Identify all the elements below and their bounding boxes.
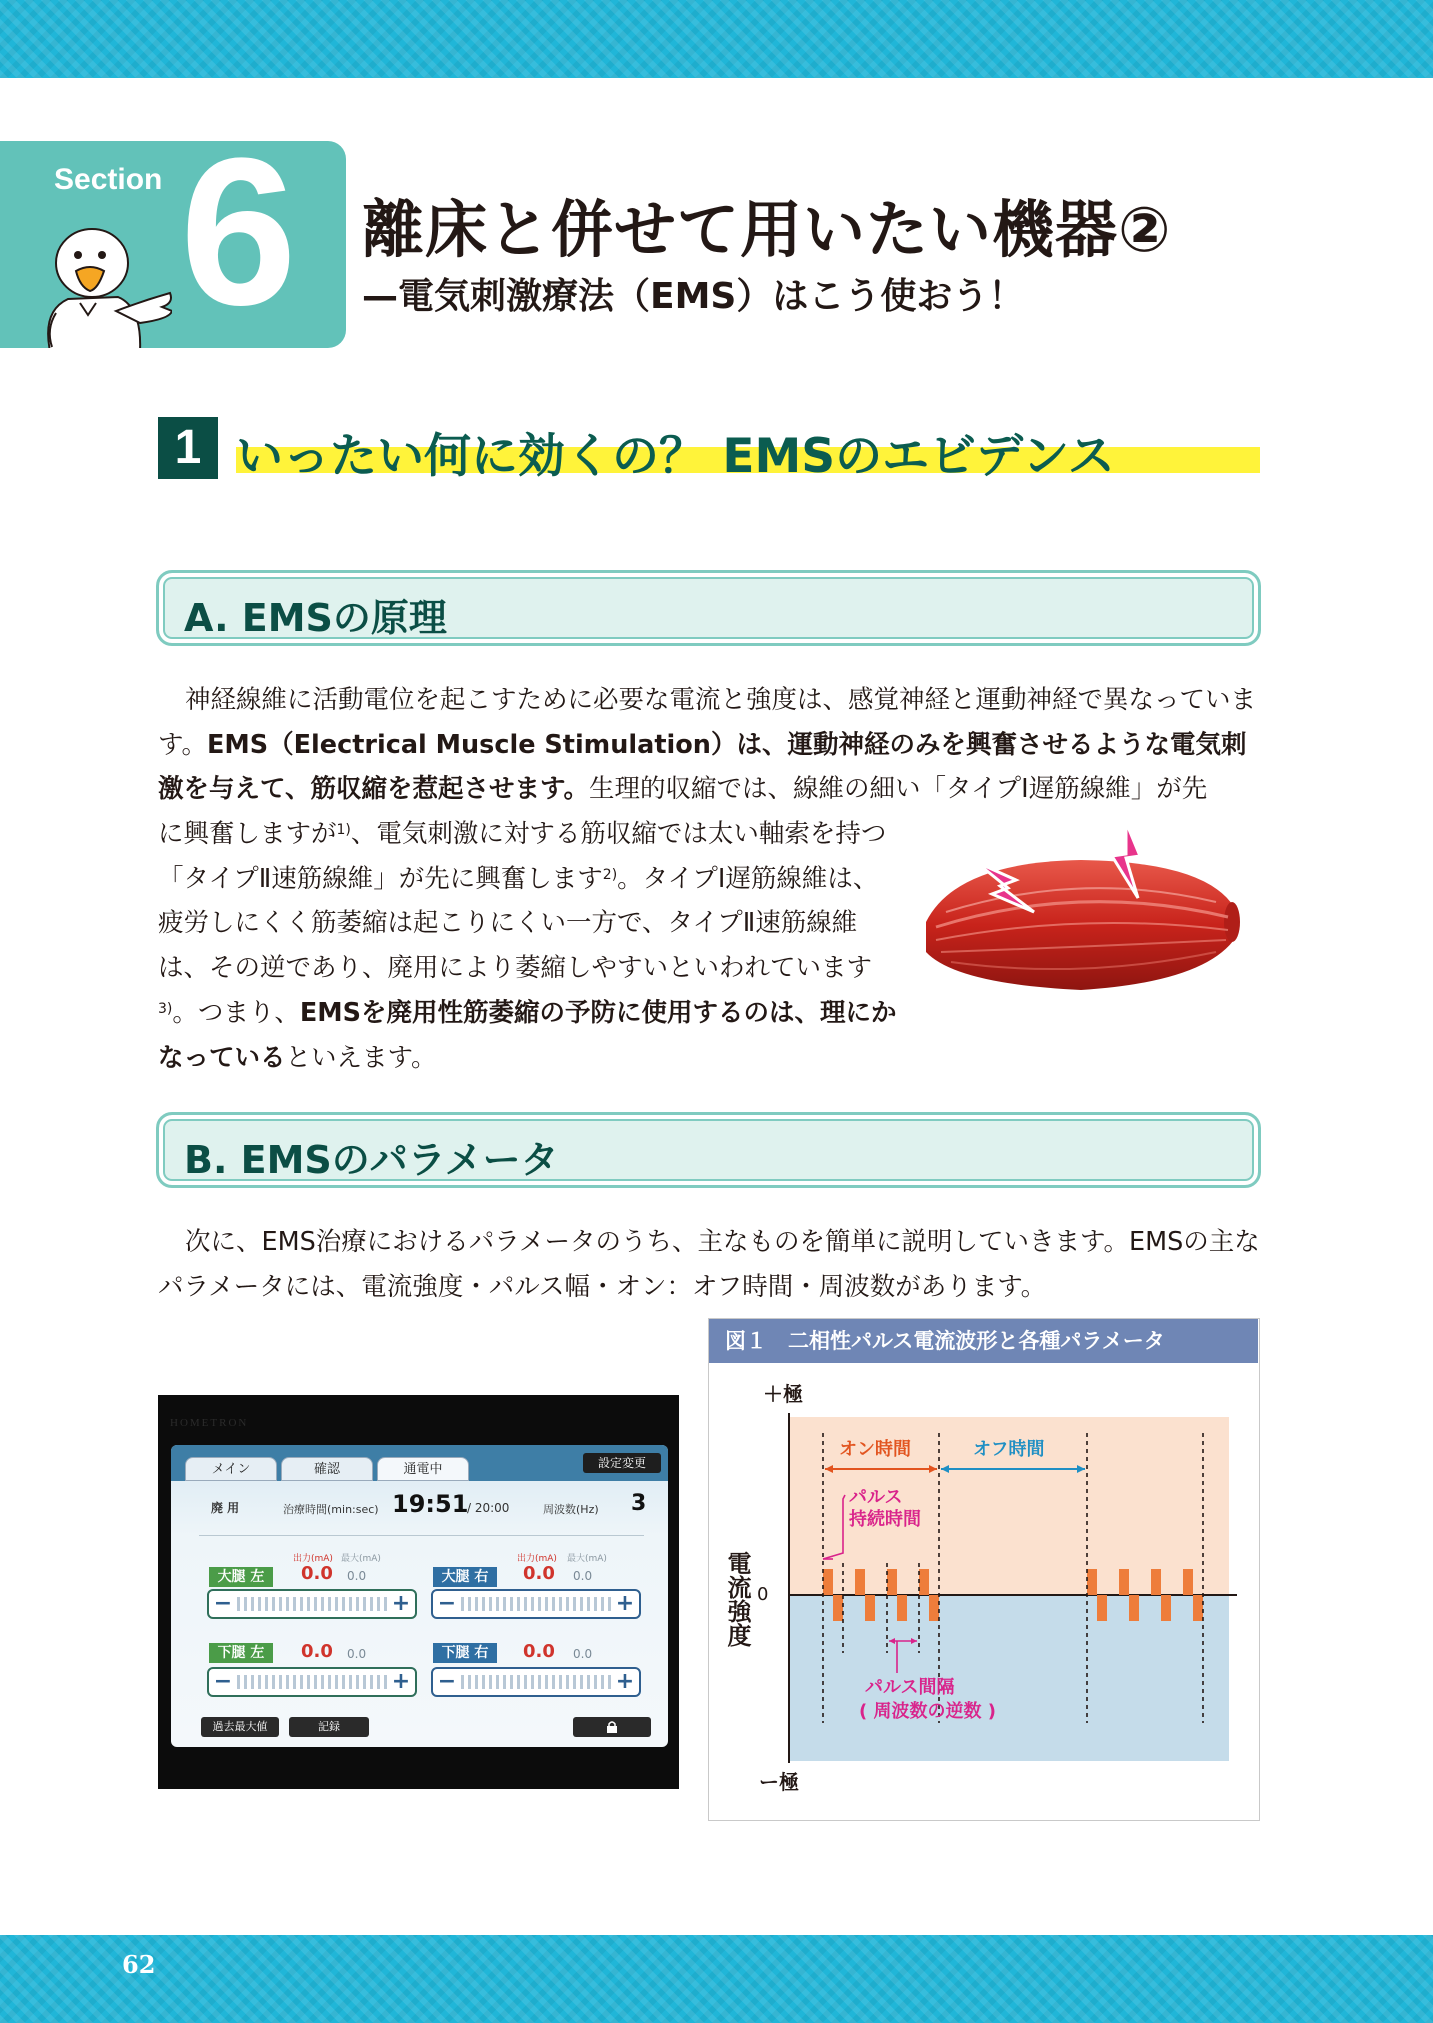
max-value: 0.0	[347, 1569, 367, 1583]
tab-confirm[interactable]: 確認	[281, 1457, 373, 1481]
section-tab	[0, 141, 346, 348]
channel-label: 大腿 左	[209, 1567, 273, 1587]
output-slider[interactable]	[207, 1589, 417, 1619]
text-run: 神経線維に活動電位を起こすために必要な電流と強度は、感覚神経と運動神経で異なっています。	[158, 685, 1257, 760]
time-value: 19:51	[392, 1490, 469, 1518]
max-value: 0.0	[573, 1569, 593, 1583]
text-run: 。タイプⅠ遅筋線維は、疲労しにくく筋萎縮は起こりにくい一方で、タイプⅡ速筋線維は、その逆であり、廃用により萎縮しやすいといわれています	[158, 863, 879, 984]
section-label: Section	[54, 163, 163, 196]
text-run: といえます。	[285, 1042, 437, 1073]
pulse-positive	[823, 1569, 833, 1595]
pulse-negative	[1129, 1595, 1139, 1621]
output-slider[interactable]	[431, 1589, 641, 1619]
output-slider[interactable]	[207, 1667, 417, 1697]
pulse-duration-label-1: パルス	[849, 1487, 903, 1508]
text-run: に興奮しますが	[158, 819, 337, 849]
muscle-illustration	[916, 812, 1246, 1012]
heading-number: 1	[158, 417, 218, 479]
channel-label: 下腿 左	[209, 1643, 273, 1663]
pulse-positive	[1119, 1569, 1129, 1595]
pulse-positive	[1151, 1569, 1161, 1595]
figure-1	[708, 1318, 1260, 1821]
output-value: 0.0	[523, 1563, 555, 1584]
figure-caption: 図１ 二相性パルス電流波形と各種パラメータ	[709, 1319, 1258, 1363]
pulse-negative	[865, 1595, 875, 1621]
plus-icon[interactable]: +	[391, 1591, 411, 1616]
settings-button[interactable]: 設定変更	[583, 1453, 661, 1473]
minus-icon[interactable]: −	[437, 1669, 457, 1694]
pulse-interval-label-2: ( 周波数の逆数 )	[859, 1701, 996, 1722]
past-max-button[interactable]: 過去最大値	[201, 1717, 279, 1737]
tab-active[interactable]: 通電中	[377, 1457, 469, 1481]
max-value: 0.0	[347, 1647, 367, 1661]
text-run: 生理的収縮では、線維の細い「タイプⅠ遅筋線維」が先	[588, 774, 1208, 805]
off-time-label: オフ時間	[973, 1439, 1045, 1460]
bold-text-run: EMS（Electrical Muscle Stimulation）は、運動神経のみを興奮させるような電気刺激を与えて、筋収縮を惹起させます。	[158, 729, 1247, 805]
slider-track	[461, 1597, 611, 1611]
lock-button[interactable]	[573, 1717, 651, 1737]
duck-mascot-icon	[22, 211, 172, 348]
paragraph-a-1	[158, 678, 1260, 812]
pulse-positive	[1087, 1569, 1097, 1595]
subheading-b-text: B. EMSのパラメータ	[184, 1138, 559, 1182]
text-run: 次に、EMS治療におけるパラメータのうち、主なものを簡単に説明していきます。EMSの主なパラメータには、電流強度・パルス幅・オン：オフ時間・周波数があります。	[158, 1227, 1260, 1302]
pulse-negative	[833, 1595, 843, 1621]
heading-text: いったい何に効くの？ EMSのエビデンス	[236, 429, 1115, 484]
output-slider[interactable]	[431, 1667, 641, 1697]
minus-icon[interactable]: −	[213, 1591, 233, 1616]
pulse-interval-label-1: パルス間隔	[865, 1677, 955, 1698]
subheading-a	[156, 570, 1261, 646]
bottom-decorative-band	[0, 1935, 1433, 2023]
plus-icon[interactable]: +	[615, 1669, 635, 1694]
pulse-positive	[919, 1569, 929, 1595]
output-unit: 出力(mA)	[517, 1554, 557, 1564]
time-total: / 20:00	[467, 1501, 510, 1515]
text-run: 、電気刺激に対する筋収縮では太い軸索を持つ「タイプⅡ速筋線維」が先に興奮します	[158, 819, 887, 894]
output-unit: 出力(mA)	[293, 1554, 333, 1564]
ems-device-photo	[158, 1395, 679, 1789]
citation-ref: 2)	[602, 866, 618, 883]
freq-label: 周波数(Hz)	[543, 1503, 599, 1516]
time-label: 治療時間(min:sec)	[283, 1503, 379, 1516]
citation-ref: 3)	[158, 1000, 173, 1017]
pulse-negative	[1097, 1595, 1107, 1621]
max-unit: 最大(mA)	[567, 1554, 607, 1564]
section-number: 6	[180, 141, 297, 348]
channel-label: 下腿 右	[433, 1643, 497, 1663]
lock-icon	[605, 1720, 619, 1734]
device-brand: HOMETRON	[170, 1417, 249, 1429]
pulse-negative	[1193, 1595, 1203, 1621]
max-unit: 最大(mA)	[341, 1554, 381, 1564]
pulse-positive	[855, 1569, 865, 1595]
chapter-heading	[158, 417, 1260, 484]
text-run: 。つまり、	[172, 997, 300, 1028]
y-axis-label: 電流強度	[723, 1551, 751, 1647]
record-button[interactable]: 記録	[289, 1717, 369, 1737]
mode-label: 廃 用	[211, 1501, 240, 1515]
bold-text-run: EMSを廃用性筋萎縮の予防に使用するのは、理にかなっている	[158, 997, 897, 1073]
minus-icon[interactable]: −	[437, 1591, 457, 1616]
slider-track	[237, 1675, 387, 1689]
pulse-negative	[1161, 1595, 1171, 1621]
slider-track	[237, 1597, 387, 1611]
max-value: 0.0	[573, 1647, 593, 1661]
paragraph-b	[158, 1220, 1260, 1309]
page-subtitle: —電気刺激療法（EMS）はこう使おう！	[362, 276, 1025, 317]
plus-pole-label: ＋極	[763, 1382, 803, 1406]
divider	[199, 1535, 644, 1536]
top-decorative-band	[0, 0, 1433, 78]
device-screen	[171, 1445, 668, 1747]
subheading-b	[156, 1112, 1261, 1188]
page-title: 離床と併せて用いたい機器②	[362, 193, 1172, 266]
plus-icon[interactable]: +	[615, 1591, 635, 1616]
pulse-positive	[1183, 1569, 1193, 1595]
output-value: 0.0	[301, 1563, 333, 1584]
freq-value: 3	[631, 1491, 647, 1516]
zero-label: 0	[757, 1584, 769, 1605]
pulse-duration-label-2: 持続時間	[849, 1509, 921, 1530]
minus-pole-label: ー極	[759, 1770, 799, 1794]
slider-track	[461, 1675, 611, 1689]
minus-icon[interactable]: −	[213, 1669, 233, 1694]
page-number: 62	[122, 1950, 156, 1979]
pulse-negative	[929, 1595, 939, 1621]
tab-main[interactable]: メイン	[185, 1457, 277, 1481]
subheading-a-text: A. EMSの原理	[184, 596, 447, 640]
on-time-label: オン時間	[839, 1439, 911, 1460]
channel-label: 大腿 右	[433, 1567, 497, 1587]
paragraph-a-2	[158, 812, 900, 1080]
output-value: 0.0	[301, 1641, 333, 1662]
pulse-negative	[897, 1595, 907, 1621]
waveform-diagram	[709, 1363, 1259, 1821]
pulse-positive	[887, 1569, 897, 1595]
output-value: 0.0	[523, 1641, 555, 1662]
citation-ref: 1)	[336, 822, 351, 838]
plus-icon[interactable]: +	[391, 1669, 411, 1694]
